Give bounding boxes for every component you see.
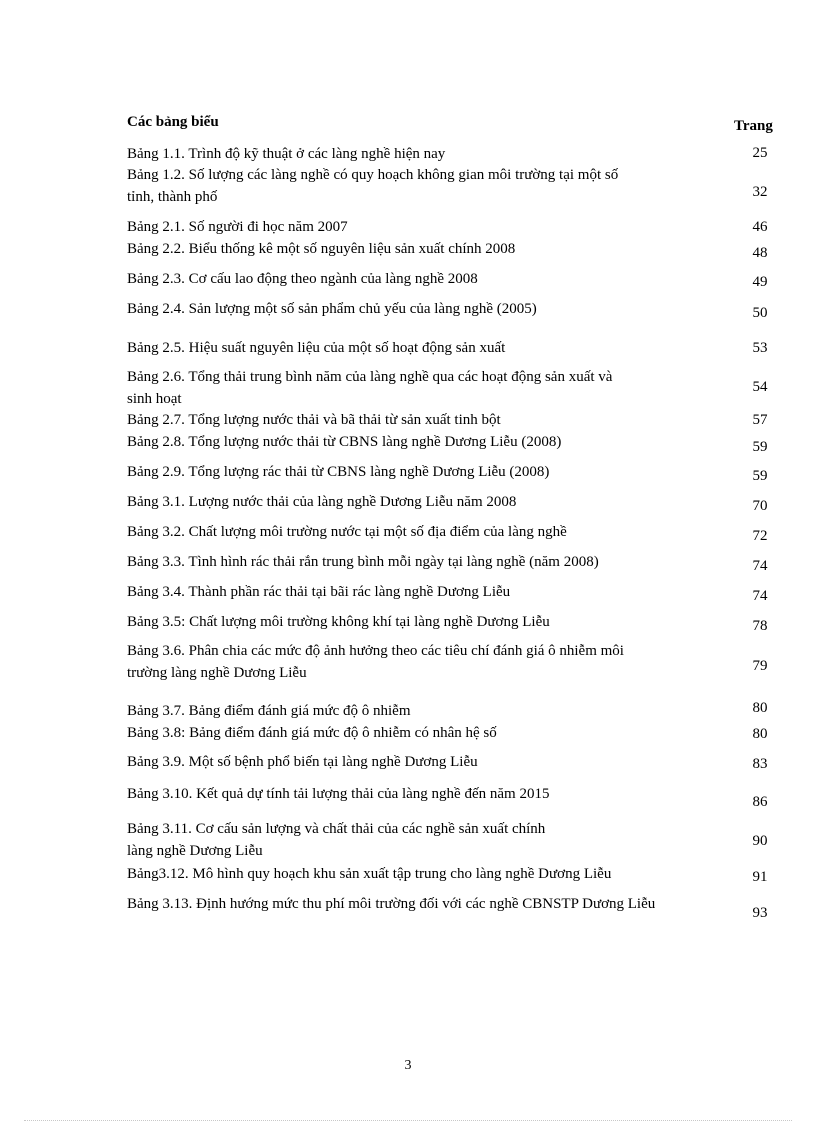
toc-entry-title-line: Bảng 3.11. Cơ cấu sản lượng và chất thải của các nghề sản xuất chính [127,821,546,837]
toc-entry-page: 70 [752,498,768,514]
toc-entry [127,893,727,915]
toc-entry [127,337,727,359]
toc-entry-page: 74 [752,588,768,604]
toc-entry [127,298,727,320]
toc-entry-page: 59 [752,468,768,484]
toc-entry-page: 93 [752,905,768,921]
toc-entry-page: 59 [752,439,768,455]
toc-entry-title-line: Bảng 3.9. Một số bệnh phổ biến tại làng nghề Dương Liễu [127,754,478,770]
toc-entry-page: 91 [752,869,768,885]
toc-entry-title-line: Bảng 2.6. Tổng thải trung bình năm của làng nghề qua các hoạt động sản xuất và [127,369,613,385]
toc-entry [127,164,727,208]
toc-entry-page: 83 [752,756,768,772]
toc-entry-page: 54 [752,379,768,395]
toc-entry-page: 46 [752,219,768,235]
toc-entry-title-line: Bảng 3.13. Định hướng mức thu phí môi trường đối với các nghề CBNSTP Dương Liễu [127,896,656,912]
toc-entry-title-line: Bảng 2.7. Tổng lượng nước thải và bã thải từ sản xuất tinh bột [127,412,501,428]
toc-entry-title-line: Bảng 2.1. Số người đi học năm 2007 [127,219,348,235]
toc-entry [127,783,727,805]
toc-entry-page: 90 [752,833,768,849]
toc-entry-title-line: Bảng 3.4. Thành phần rác thải tại bãi rác làng nghề Dương Liễu [127,584,511,600]
toc-entry-title-line: Bảng 3.3. Tình hình rác thải rắn trung bình mỗi ngày tại làng nghề (năm 2008) [127,554,599,570]
toc-entry [127,143,727,165]
toc-entry [127,751,727,773]
toc-entry [127,491,727,513]
toc-entry-title-line: Bảng 3.1. Lượng nước thải của làng nghề Dương Liễu năm 2008 [127,494,517,510]
toc-entry-title-line: Bảng 2.5. Hiệu suất nguyên liệu của một số hoạt động sản xuất [127,340,506,356]
toc-entry [127,611,727,633]
toc-entry [127,700,727,722]
toc-entry-title-line: Bảng 2.9. Tổng lượng rác thải từ CBNS làng nghề Dương Liễu (2008) [127,464,550,480]
toc-entry-page: 80 [752,726,768,742]
toc-entry-title-line: Bảng 1.1. Trình độ kỹ thuật ở các làng nghề hiện nay [127,146,446,162]
toc-entry [127,863,727,885]
toc-entry-title-line: Bảng 2.3. Cơ cấu lao động theo ngành của làng nghề 2008 [127,271,478,287]
toc-entry [127,238,727,260]
toc-entry-page: 57 [752,412,768,428]
toc-entry-page: 72 [752,528,768,544]
toc-entry-page: 49 [752,274,768,290]
toc-entry [127,268,727,290]
toc-entry-page: 25 [752,145,768,161]
toc-entry-title-line: Bảng3.12. Mô hình quy hoạch khu sản xuất tập trung cho làng nghề Dương Liễu [127,866,612,882]
toc-entry-title-line: sinh hoạt [127,391,182,407]
toc-entry-page: 50 [752,305,768,321]
toc-entry-title-line: Bảng 3.5: Chất lượng môi trường không khí tại làng nghề Dương Liễu [127,614,550,630]
toc-entry [127,461,727,483]
toc-entry-title-line: làng nghề Dương Liễu [127,843,263,859]
toc-entry [127,216,727,238]
toc-entry-page: 86 [752,794,768,810]
toc-entry-title-line: Bảng 1.2. Số lượng các làng nghề có quy hoạch không gian môi trường tại một số [127,167,619,183]
toc-entry [127,521,727,543]
toc-entry [127,409,727,431]
toc-entry-title-line: trường làng nghề Dương Liễu [127,665,307,681]
toc-entry-title-line: Bảng 3.6. Phân chia các mức độ ảnh hưởng theo các tiêu chí đánh giá ô nhiễm môi [127,643,624,659]
toc-entry-page: 32 [752,184,768,200]
toc-entry-page: 53 [752,340,768,356]
toc-entry-title-line: Bảng 3.8: Bảng điểm đánh giá mức độ ô nhiễm có nhân hệ số [127,725,497,741]
page-edge-divider [24,1120,792,1121]
toc-entry-page: 48 [752,245,768,261]
toc-entry-title-line: Bảng 2.2. Biểu thống kê một số nguyên liệu sản xuất chính 2008 [127,241,516,257]
toc-entry-title-line: tỉnh, thành phố [127,189,218,205]
toc-entry [127,551,727,573]
toc-entry-title-line: Bảng 2.8. Tổng lượng nước thải từ CBNS làng nghề Dương Liễu (2008) [127,434,562,450]
toc-entry-title-line: Bảng 3.7. Bảng điểm đánh giá mức độ ô nhiễm [127,703,411,719]
toc-heading: Các bảng biểu [127,114,219,130]
toc-entry-title-line: Bảng 2.4. Sản lượng một số sản phẩm chủ yếu của làng nghề (2005) [127,301,537,317]
toc-entry [127,722,727,744]
toc-entry [127,818,727,862]
toc-entry-title-line: Bảng 3.10. Kết quả dự tính tải lượng thải của làng nghề đến năm 2015 [127,786,550,802]
page-number: 3 [404,1058,412,1073]
toc-entry [127,581,727,603]
toc-entry [127,431,727,453]
toc-entry [127,366,727,410]
toc-entry-title-line: Bảng 3.2. Chất lượng môi trường nước tại một số địa điểm của làng nghề [127,524,567,540]
toc-entry-page: 74 [752,558,768,574]
toc-entry-page: 80 [752,700,768,716]
toc-entry [127,640,727,684]
toc-entry-page: 79 [752,658,768,674]
page-column-label: Trang [734,118,773,134]
toc-entry-page: 78 [752,618,768,634]
